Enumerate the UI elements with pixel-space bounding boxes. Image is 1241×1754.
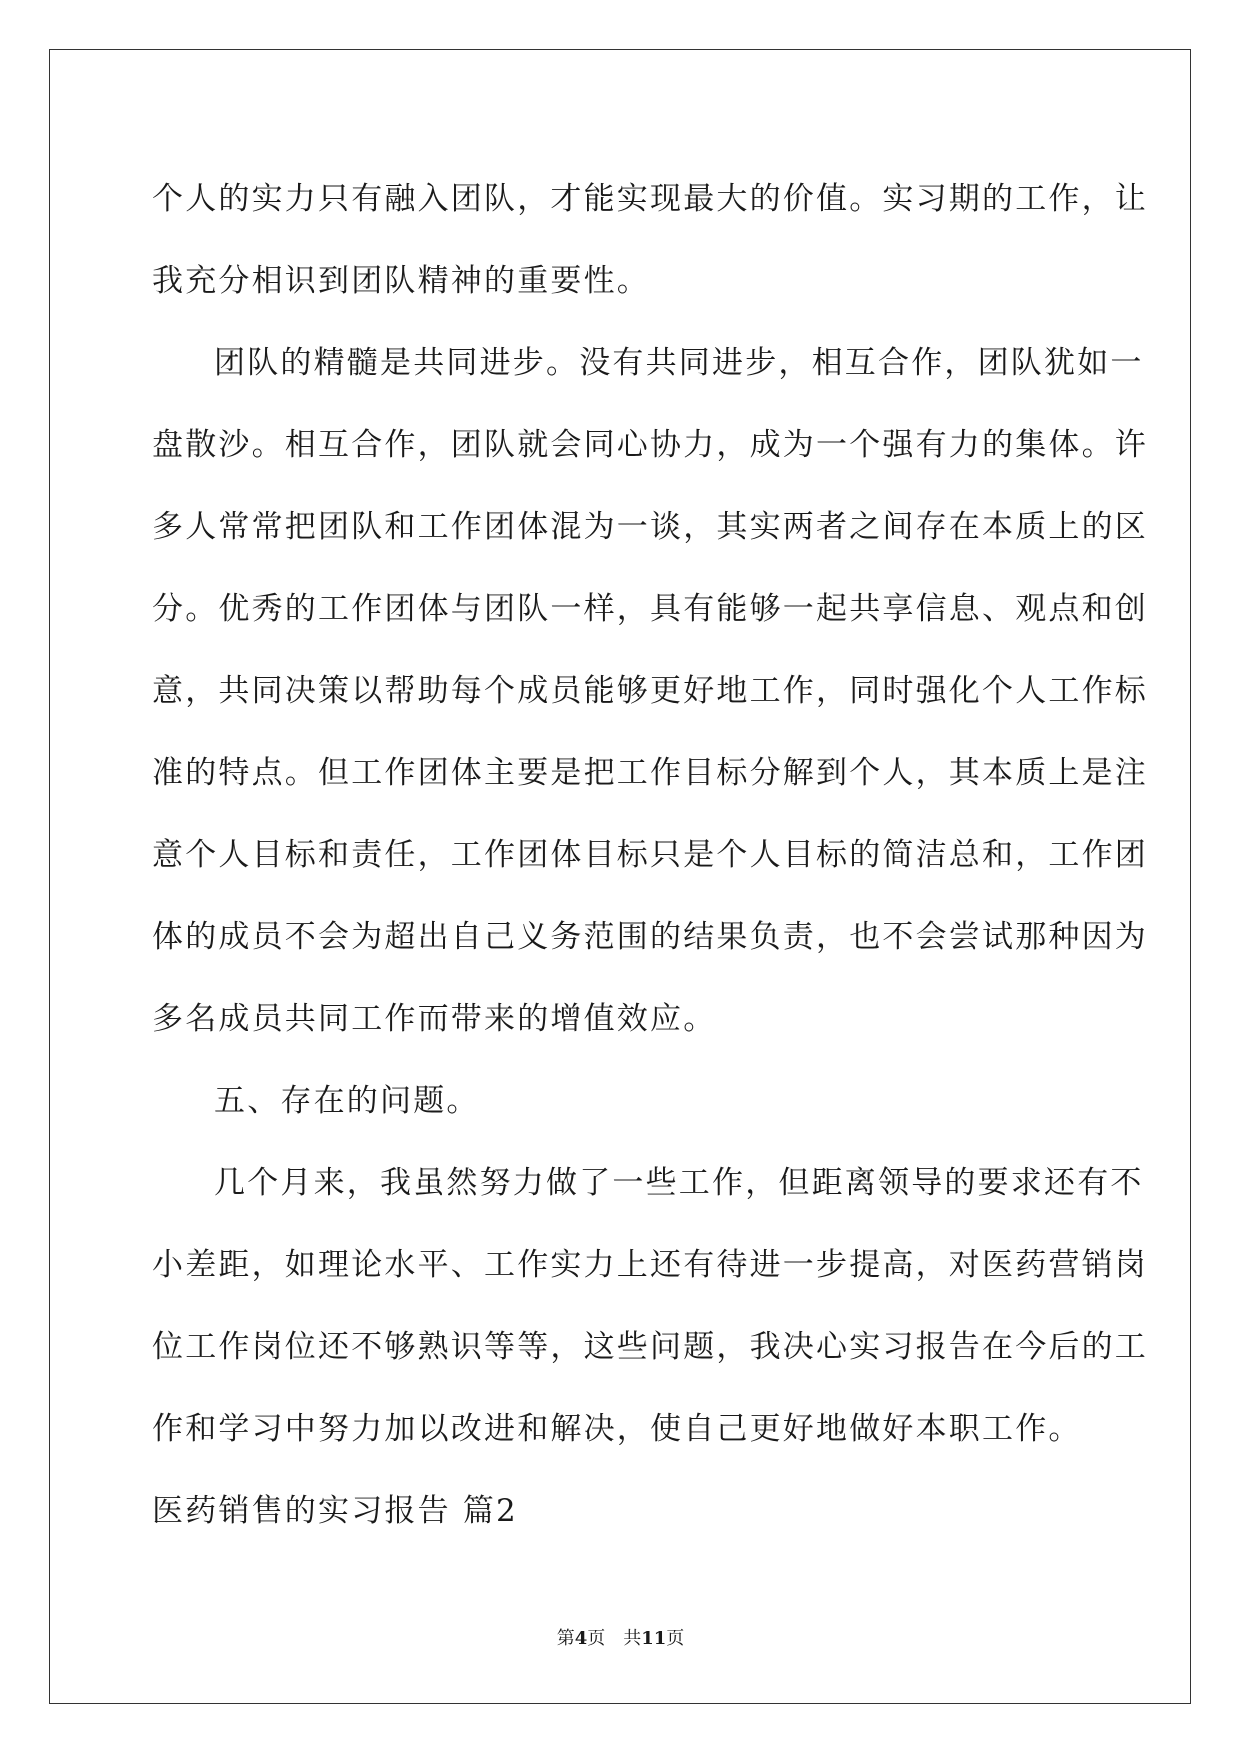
page-number-current: 4 [574,1628,588,1649]
text-line: 作和学习中努力加以改进和解决，使自己更好地做好本职工作。 [152,1411,1082,1447]
article-title: 医药销售的实习报告 篇2 [152,1493,518,1529]
text-line: 意，共同决策以帮助每个成员能够更好地工作，同时强化个人工作标 [152,673,1148,709]
section-heading: 五、存在的问题。 [214,1083,480,1119]
text-line: 个人的实力只有融入团队，才能实现最大的价值。实习期的工作，让 [152,181,1148,217]
text-line: 准的特点。但工作团体主要是把工作目标分解到个人，其本质上是注 [152,755,1148,791]
text-line: 我充分相识到团队精神的重要性。 [152,263,650,299]
page-number-total: 11 [641,1628,667,1649]
document-body [152,158,1148,1552]
text-line: 团队的精髓是共同进步。没有共同进步，相互合作，团队犹如一 [214,345,1144,381]
text-line: 意个人目标和责任，工作团体目标只是个人目标的简洁总和，工作团 [152,837,1148,873]
page-number-suffix: 页 [666,1628,685,1649]
text-line: 多名成员共同工作而带来的增值效应。 [152,1001,717,1037]
text-line: 盘散沙。相互合作，团队就会同心协力，成为一个强有力的集体。许 [152,427,1148,463]
page-footer [0,1627,1241,1651]
text-line: 小差距，如理论水平、工作实力上还有待进一步提高，对医药营销岗 [152,1247,1148,1283]
text-line: 分。优秀的工作团体与团队一样，具有能够一起共享信息、观点和创 [152,591,1148,627]
text-line: 多人常常把团队和工作团体混为一谈，其实两者之间存在本质上的区 [152,509,1148,545]
page-number-prefix: 第 [556,1628,575,1649]
text-line: 位工作岗位还不够熟识等等，这些问题，我决心实习报告在今后的工 [152,1329,1148,1365]
text-line: 几个月来，我虽然努力做了一些工作，但距离领导的要求还有不 [214,1165,1144,1201]
page-number-mid: 页 共 [587,1628,642,1649]
text-line: 体的成员不会为超出自己义务范围的结果负责，也不会尝试那种因为 [152,919,1148,955]
